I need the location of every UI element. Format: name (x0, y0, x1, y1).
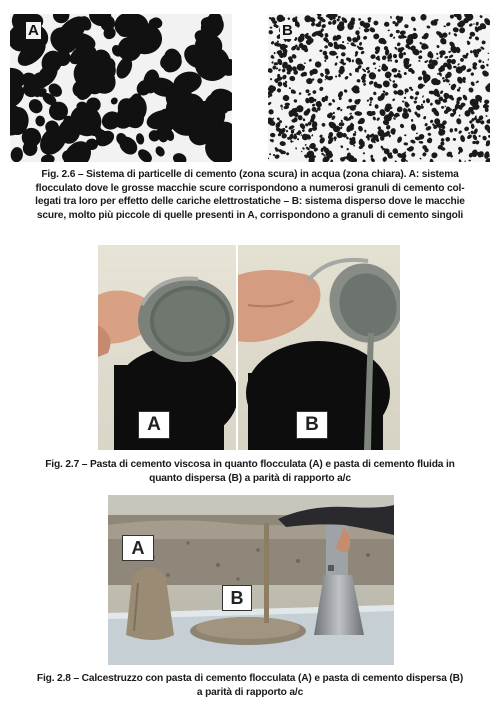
particle-blob (341, 52, 346, 56)
fig26-label-b: B (282, 22, 293, 39)
dispersed-particles-image (268, 14, 490, 162)
fig27-caption-line: quanto dispersa (B) a parità di rapporto a/c (149, 472, 351, 484)
fig26-label-a: A (28, 22, 39, 39)
fig27-photo-b (238, 245, 400, 450)
fig28-caption (0, 672, 500, 699)
fig27-caption-line: Fig. 2.7 – Pasta di cemento viscosa in quanto flocculata (A) e pasta di cemento fluida in (45, 459, 455, 470)
fig26-caption (0, 168, 500, 222)
fig28-photo (108, 495, 394, 665)
particle-blob (293, 117, 297, 122)
fig27-photo-a (98, 245, 236, 450)
particle-blob (468, 160, 471, 162)
fig28-label-b: B (222, 585, 252, 611)
fig28-caption-line: Fig. 2.8 – Calcestruzzo con pasta di cemento flocculata (A) e pasta di cemento dispersa (B) (36, 673, 464, 684)
fig26-panel-a (10, 14, 232, 162)
fig26-caption-line: legati tra loro per effetto delle cariche elettrostatiche – B: sistema disperso dove le macchie (35, 196, 465, 208)
concrete-slump-photo (108, 495, 394, 665)
fig27-label-a: A (138, 411, 170, 439)
fig27-label-b: B (296, 411, 328, 439)
fig26-caption-line: scure, molto più piccole di quelle presenti in A, corrispondono a granuli di cemento singoli (36, 209, 464, 221)
fig28-caption-line: a parità di rapporto a/c (196, 686, 304, 698)
flocculated-particles-image (10, 14, 232, 162)
fig26-caption-line: flocculato dove le grosse macchie scure corrispondono a numerosi granuli di cemento col- (35, 182, 465, 194)
particle-blob (334, 42, 338, 46)
fig27-caption (0, 458, 500, 485)
fig28-label-a: A (122, 535, 154, 561)
fig26-panel-b (268, 14, 490, 162)
fig26-caption-line: Fig. 2.6 – Sistema di particelle di cemento (zona scura) in acqua (zona chiara). A: sistema (41, 169, 459, 180)
particle-blob (392, 21, 395, 24)
particle-blob (285, 103, 290, 106)
